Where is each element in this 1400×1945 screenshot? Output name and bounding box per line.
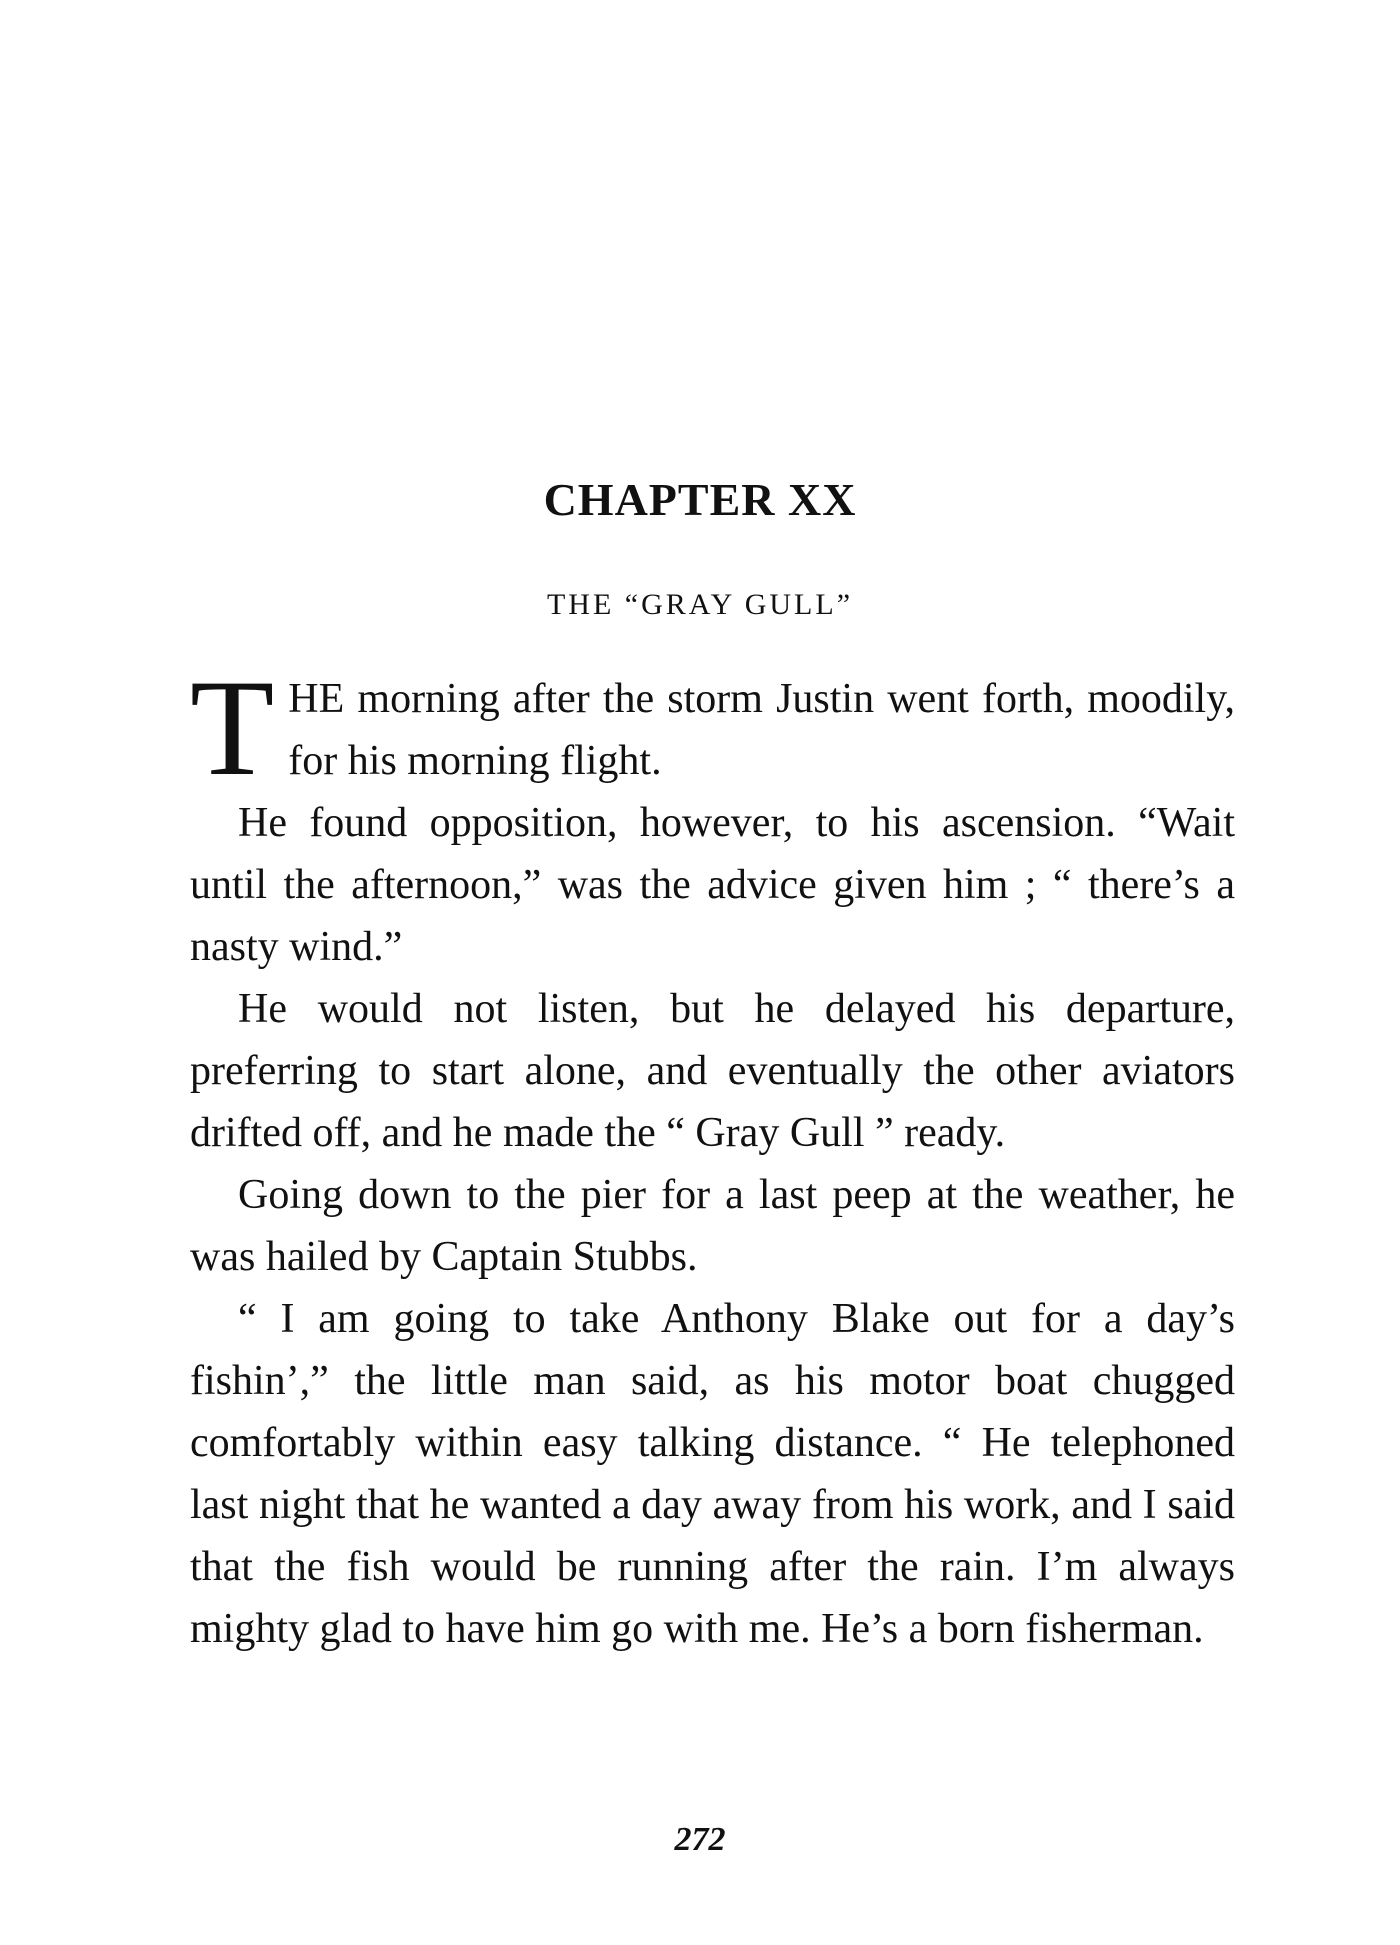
chapter-title: CHAPTER XX (543, 474, 857, 525)
drop-cap: T (190, 651, 275, 804)
page-number: 272 (674, 1821, 726, 1858)
paragraph-1-text: HE morning after the storm Justin went forth, moodily, for his morning flight. (288, 676, 1235, 784)
paragraph-3: He would not listen, but he delayed his departure, preferring to start alone, and eventually the other aviators drifted off, and he made the “ Gray Gull ” ready. (190, 986, 1235, 1156)
paragraph-5: “ I am going to take Anthony Blake out for a day’s fishin’,” the little man said, as his motor boat chugged comfortably within easy talking distance. “ He telephoned last night that he wanted a day away from his work, and I said that the fish would be running after the rain. I’m always mighty glad to have him go with me. He’s a born fisherman. (190, 1296, 1235, 1652)
paragraph-4: Going down to the pier for a last peep at the weather, he was hailed by Captain Stubbs. (190, 1172, 1235, 1280)
paragraph-1 (190, 651, 1235, 804)
paragraph-2: He found opposition, however, to his ascension. “Wait until the afternoon,” was the advice given him ; “ there’s a nasty wind.” (190, 800, 1235, 970)
chapter-subtitle: THE “GRAY GULL” (546, 588, 854, 621)
body-text (190, 651, 1235, 1660)
